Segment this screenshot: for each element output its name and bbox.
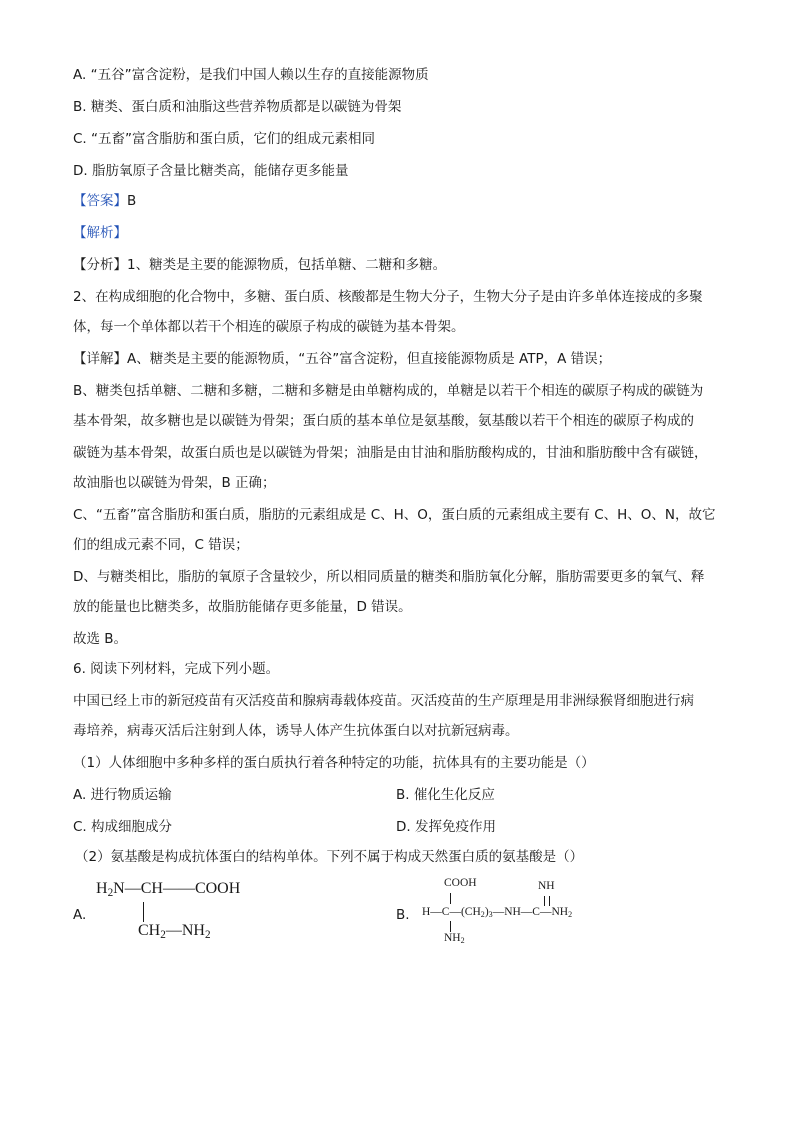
xiangjie-line-d2: 放的能量也比糖类多，故脂肪能储存更多能量，D 错误。 <box>73 599 412 615</box>
structure-b-bond-up <box>450 893 451 904</box>
q6-material-2: 毒培养，病毒灭活后注射到人体，诱导人体产生抗体蛋白以对抗新冠病毒。 <box>73 723 519 739</box>
structure-b-cooh: COOH <box>444 877 477 889</box>
xiangjie-line-c2: 们的组成元素不同，C 错误； <box>73 537 249 553</box>
xiangjie-text-a: A、糖类是主要的能源物质，“五谷”富含淀粉，但直接能源物质是 ATP，A 错误； <box>127 351 612 367</box>
q6-sub1-option-a: A. 进行物质运输 <box>73 787 172 803</box>
conclusion: 故选 B。 <box>73 631 128 647</box>
q6-sub1-question: （1）人体细胞中多种多样的蛋白质执行着各种特定的功能，抗体具有的主要功能是（） <box>73 755 595 771</box>
xiangjie-line-b1: B、糖类包括单糖、二糖和多糖，二糖和多糖是由单糖构成的，单糖是以若干个相连的碳原子构成的碳链为 <box>73 383 704 399</box>
answer-tag: 【答案】 <box>73 193 127 209</box>
xiangjie-line-b4: 故油脂也以碳链为骨架，B 正确； <box>73 475 276 491</box>
analysis-line <box>73 224 127 242</box>
q6-sub2-question: （2）氨基酸是构成抗体蛋白的结构单体。下列不属于构成天然蛋白质的氨基酸是（） <box>75 849 584 865</box>
q5-option-c: C. “五畜”富含脂肪和蛋白质，它们的组成元素相同 <box>73 131 375 147</box>
structure-b-bond-down <box>450 921 451 932</box>
structure-b-main-chain: $H—C—(CH_2)_3—NH—C—NH_2$ <box>422 906 573 919</box>
q5-option-a: A. “五谷”富含淀粉，是我们中国人赖以生存的直接能源物质 <box>73 67 429 83</box>
xiangjie-line-c1: C、“五畜”富含脂肪和蛋白质，脂肪的元素组成是 C、H、O，蛋白质的元素组成主要有 C、H、O、N，故它 <box>73 507 716 523</box>
xiangjie-line-a <box>73 350 611 368</box>
structure-a-top-row: $H_2N—CH——COOH$ <box>96 880 241 899</box>
answer-line <box>73 192 136 210</box>
fenxi-tag: 【分析】 <box>73 257 127 273</box>
q6-sub1-option-d: D. 发挥免疫作用 <box>396 819 496 835</box>
structure-a-bond <box>143 902 144 922</box>
xiangjie-line-b3: 碳链为基本骨架，故蛋白质也是以碳链为骨架；油脂是由甘油和脂肪酸构成的，甘油和脂肪酸中含有碳链， <box>73 445 708 461</box>
q5-option-b: B. 糖类、蛋白质和油脂这些营养物质都是以碳链为骨架 <box>73 99 402 115</box>
q6-sub1-option-c: C. 构成细胞成分 <box>73 819 173 835</box>
fenxi-line-1 <box>73 256 446 274</box>
structure-b-nh: NH <box>538 880 555 892</box>
fenxi-line-2b: 体，每一个单体都以若干个相连的碳原子构成的碳链为基本骨架。 <box>73 319 465 335</box>
q6-material-1: 中国已经上市的新冠疫苗有灭活疫苗和腺病毒载体疫苗。灭活疫苗的生产原理是用非洲绿猴肾细胞进行病 <box>73 693 694 709</box>
fenxi-text-1: 1、糖类是主要的能源物质，包括单糖、二糖和多糖。 <box>127 257 447 273</box>
analysis-tag: 【解析】 <box>73 225 127 241</box>
q6-sub1-option-b: B. 催化生化反应 <box>396 787 495 803</box>
q6-sub2-option-a-label: A. <box>73 907 87 923</box>
xiangjie-tag: 【详解】 <box>73 351 127 367</box>
xiangjie-line-b2: 基本骨架，故多糖也是以碳链为骨架；蛋白质的基本单位是氨基酸，氨基酸以若干个相连的碳原子构成的 <box>73 413 694 429</box>
structure-a-side-chain: $CH_2—NH_2$ <box>138 922 211 941</box>
xiangjie-line-d1: D、与糖类相比，脂肪的氧原子含量较少，所以相同质量的糖类和脂肪氧化分解，脂肪需要更多的氧气、释 <box>73 569 705 585</box>
structure-b-nh2: $NH_2$ <box>444 932 465 945</box>
structure-b-double-bond <box>544 896 550 906</box>
fenxi-line-2a: 2、在构成细胞的化合物中，多糖、蛋白质、核酸都是生物大分子，生物大分子是由许多单体连接成的多聚 <box>73 289 703 305</box>
answer-value: B <box>127 193 137 209</box>
q6-sub2-option-b-label: B. <box>396 907 410 923</box>
q6-stem: 6. 阅读下列材料，完成下列小题。 <box>73 661 280 677</box>
q5-option-d: D. 脂肪氧原子含量比糖类高，能储存更多能量 <box>73 163 349 179</box>
